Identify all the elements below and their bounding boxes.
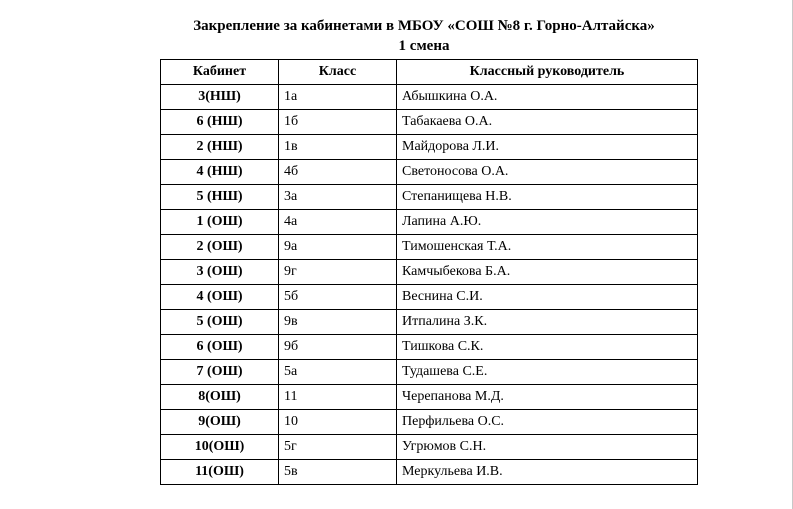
room-cell: 4 (ОШ): [161, 285, 279, 310]
room-cell: 5 (НШ): [161, 185, 279, 210]
header-room: Кабинет: [161, 60, 279, 85]
room-cell: 8(ОШ): [161, 385, 279, 410]
teacher-cell: Светоносова О.А.: [397, 160, 698, 185]
teacher-cell: Тудашева С.Е.: [397, 360, 698, 385]
teacher-cell: Тишкова С.К.: [397, 335, 698, 360]
room-cell: 6 (ОШ): [161, 335, 279, 360]
table-row: [161, 135, 698, 160]
table-row: [161, 260, 698, 285]
table-row: [161, 410, 698, 435]
teacher-cell: Перфильева О.С.: [397, 410, 698, 435]
teacher-cell: Веснина С.И.: [397, 285, 698, 310]
class-cell: 9б: [279, 335, 397, 360]
document-heading: [0, 16, 793, 56]
class-cell: 5в: [279, 460, 397, 485]
teacher-cell: Меркульева И.В.: [397, 460, 698, 485]
teacher-cell: Итпалина З.К.: [397, 310, 698, 335]
table-row: [161, 235, 698, 260]
teacher-cell: Абышкина О.А.: [397, 85, 698, 110]
class-cell: 5а: [279, 360, 397, 385]
room-cell: 1 (ОШ): [161, 210, 279, 235]
table-row: [161, 310, 698, 335]
room-cell: 6 (НШ): [161, 110, 279, 135]
table-row: [161, 185, 698, 210]
header-teacher: Классный руководитель: [397, 60, 698, 85]
class-cell: 1в: [279, 135, 397, 160]
table-header-row: [161, 60, 698, 85]
document-subtitle: 1 смена: [398, 38, 450, 54]
room-cell: 11(ОШ): [161, 460, 279, 485]
teacher-cell: Степанищева Н.В.: [397, 185, 698, 210]
room-cell: 10(ОШ): [161, 435, 279, 460]
table-row: [161, 360, 698, 385]
room-cell: 3(НШ): [161, 85, 279, 110]
table-row: [161, 385, 698, 410]
table-row: [161, 210, 698, 235]
teacher-cell: Камчыбекова Б.А.: [397, 260, 698, 285]
class-cell: 9в: [279, 310, 397, 335]
class-cell: 1а: [279, 85, 397, 110]
class-cell: 10: [279, 410, 397, 435]
table-row: [161, 335, 698, 360]
class-cell: 1б: [279, 110, 397, 135]
class-cell: 9а: [279, 235, 397, 260]
table-row: [161, 85, 698, 110]
table-row: [161, 110, 698, 135]
table-row: [161, 435, 698, 460]
class-cell: 4б: [279, 160, 397, 185]
document-title: Закрепление за кабинетами в МБОУ «СОШ №8 г. Горно-Алтайска»: [193, 18, 655, 34]
table-row: [161, 460, 698, 485]
room-assignment-table: [160, 59, 698, 485]
class-cell: 9г: [279, 260, 397, 285]
teacher-cell: Табакаева О.А.: [397, 110, 698, 135]
teacher-cell: Черепанова М.Д.: [397, 385, 698, 410]
room-cell: 3 (ОШ): [161, 260, 279, 285]
teacher-cell: Лапина А.Ю.: [397, 210, 698, 235]
room-cell: 5 (ОШ): [161, 310, 279, 335]
class-cell: 3а: [279, 185, 397, 210]
class-cell: 5г: [279, 435, 397, 460]
class-cell: 5б: [279, 285, 397, 310]
table-row: [161, 160, 698, 185]
room-cell: 9(ОШ): [161, 410, 279, 435]
header-class: Класс: [279, 60, 397, 85]
table-row: [161, 285, 698, 310]
class-cell: 11: [279, 385, 397, 410]
room-cell: 7 (ОШ): [161, 360, 279, 385]
room-cell: 4 (НШ): [161, 160, 279, 185]
room-cell: 2 (НШ): [161, 135, 279, 160]
teacher-cell: Майдорова Л.И.: [397, 135, 698, 160]
room-cell: 2 (ОШ): [161, 235, 279, 260]
teacher-cell: Угрюмов С.Н.: [397, 435, 698, 460]
teacher-cell: Тимошенская Т.А.: [397, 235, 698, 260]
class-cell: 4а: [279, 210, 397, 235]
